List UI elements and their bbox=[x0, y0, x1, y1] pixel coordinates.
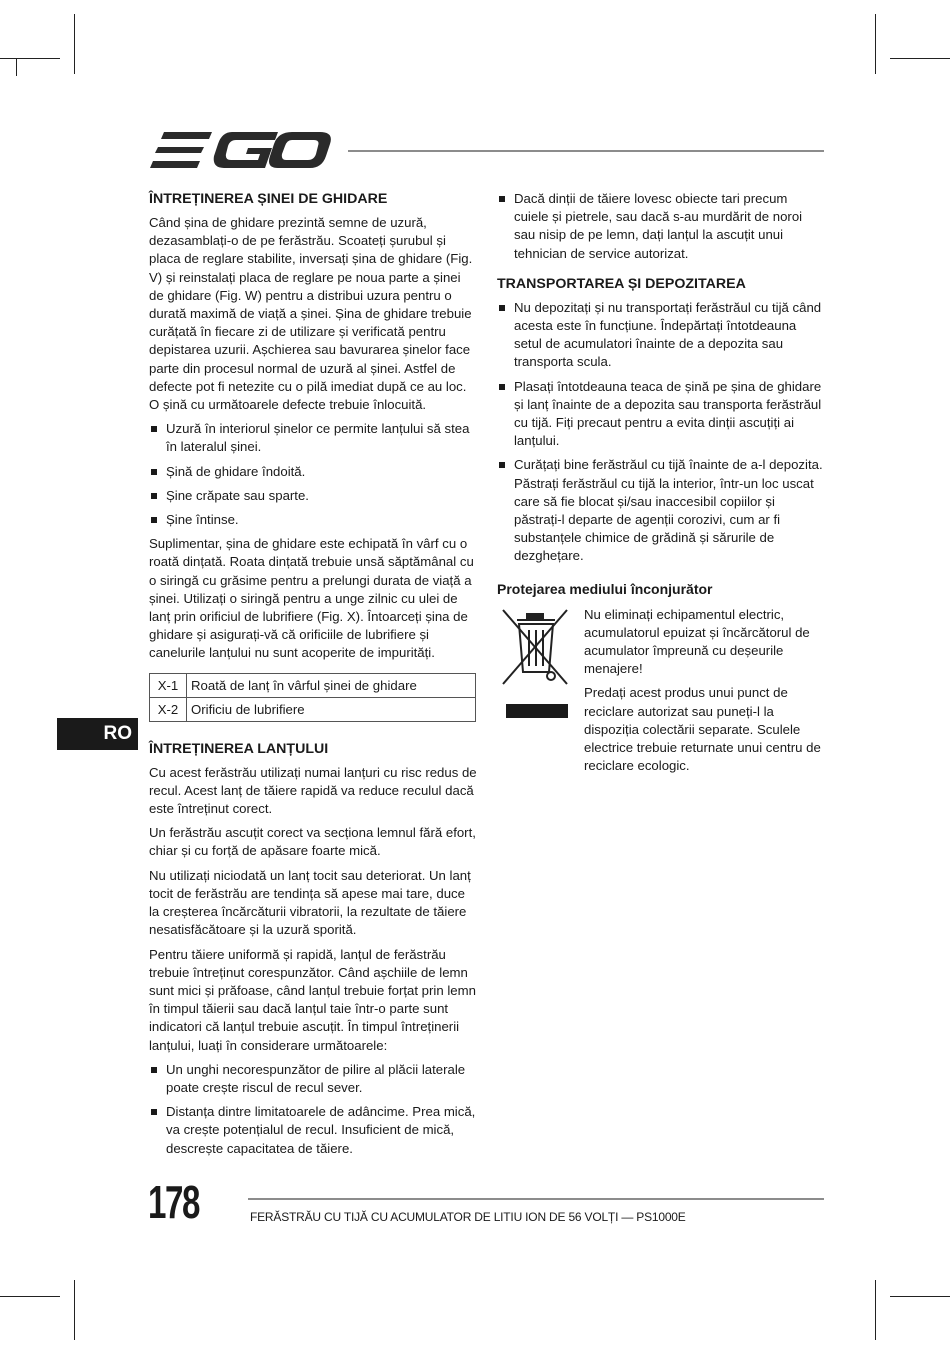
bullet-icon bbox=[151, 517, 157, 523]
list-item: Un unghi necorespunzător de pilire al plăcii laterale poate crește riscul de recul sever. bbox=[149, 1061, 477, 1097]
bullet-list bbox=[497, 190, 823, 263]
bullet-icon bbox=[499, 462, 505, 468]
bullet-list bbox=[149, 1061, 477, 1158]
list-item: Șină de ghidare îndoită. bbox=[149, 463, 477, 481]
crop-mark bbox=[74, 14, 75, 74]
crop-mark bbox=[890, 58, 950, 59]
page-number: 178 bbox=[148, 1176, 199, 1228]
left-column bbox=[149, 190, 477, 1164]
legend-label: Roată de lanț în vârful șinei de ghidare bbox=[187, 673, 476, 697]
bullet-list bbox=[497, 299, 823, 566]
paragraph: Nu utilizați niciodată un lanț tocit sau deteriorat. Un lanț tocit de ferăstrău are tendința să apese mai tare, duce la creșterea încărcăturii vibratorii, la rezultate de tăiere nesatisfăcătoare și la uzură sporită. bbox=[149, 867, 471, 938]
language-tab: RO bbox=[57, 718, 138, 750]
bullet-icon bbox=[499, 384, 505, 390]
legend-label: Orificiu de lubrifiere bbox=[187, 697, 476, 721]
section-title-chain: ÎNTREȚINEREA LANȚULUI bbox=[149, 740, 329, 757]
crop-mark bbox=[0, 1296, 60, 1297]
section-title-transport: TRANSPORTAREA ȘI DEPOZITAREA bbox=[497, 275, 746, 292]
header-rule bbox=[348, 150, 824, 152]
legend-code: X-1 bbox=[150, 673, 187, 697]
paragraph: Suplimentar, șina de ghidare este echipată în vârf cu o roată dințată. Roata dințată trebuie unsă săptămânal cu o siringă cu grăsime pentru a prelungi durata de viață a șinei. Utilizați o siringă pentru a unge zilnic cu ulei de lanț prin orificiul de lubrifiere (Fig. X). Întoarceți șina de ghidare și asigurați-vă că orificiile de lubrifiere și canelurile lanțului nu sunt acoperite de impurități. bbox=[149, 536, 474, 661]
crop-mark bbox=[74, 1280, 75, 1340]
list-item: Șine crăpate sau sparte. bbox=[149, 487, 477, 505]
bullet-icon bbox=[499, 305, 505, 311]
bullet-icon bbox=[151, 1109, 157, 1115]
crop-mark bbox=[875, 14, 876, 74]
section-title-environment: Protejarea mediului înconjurător bbox=[497, 580, 713, 597]
bullet-icon bbox=[151, 1067, 157, 1073]
list-item: Curățați bine ferăstrăul cu tijă înainte de a-l depozita. Păstrați ferăstrăul cu tijă la interior, într-un loc uscat care să fie blocat și/sau inaccesibil copiilor și păstrați-l departe de agenții corozivi, cum ar fi substanțele chimice de grădină și sărurile de dezghețare. bbox=[497, 456, 823, 565]
list-item: Uzură în interiorul șinelor ce permite lanțului să stea în lateralul șinei. bbox=[149, 420, 477, 456]
right-column bbox=[497, 190, 823, 816]
paragraph: Când șina de ghidare prezintă semne de uzură, dezasamblați-o de pe ferăstrău. Scoateți șurubul și placa de reglare stabilite, inversați șina de ghidare (Fig. V) și reinstalați placa de reglare pe noua parte a șinei de ghidare (Fig. W) pentru a distribui uzura pentru o durată maximă de viață a șinei. Șina de ghidare trebuie curățată în fiecare zi de utilizare și verificată pentru depistarea uzurii. Așchierea sau bavurarea șinelor face parte din procesul normal de uzură al șinei. Astfel de defecte pot fi netezite cu o pilă imediat după ce au loc. O șină cu următoarele defecte trebuie înlocuită. bbox=[149, 215, 473, 413]
list-item: Șine întinse. bbox=[149, 511, 477, 529]
paragraph: Predați acest produs unui punct de reciclare autorizat sau puneți-l la dispoziția colectării separate. Sculele electrice trebuie returnate unui centru de reciclare ecologic. bbox=[584, 685, 821, 774]
crop-mark bbox=[0, 58, 60, 59]
ego-logo bbox=[150, 128, 332, 172]
paragraph: Nu eliminați echipamentul electric, acumulatorul epuizat și încărcătorul de acumulator împreună cu deșeurile menajere! bbox=[584, 606, 810, 677]
footer-rule bbox=[248, 1198, 824, 1200]
bullet-list bbox=[149, 420, 477, 529]
figure-legend-table bbox=[149, 673, 476, 722]
environment-text bbox=[584, 606, 824, 782]
list-item: Nu depozitați și nu transportați ferăstrăul cu tijă când acesta este în funcțiune. Îndepărtați întotdeauna setul de acumulatori înainte de a depozita sau transporta scula. bbox=[497, 299, 823, 372]
list-item: Dacă dinții de tăiere lovesc obiecte tari precum cuiele și pietrele, sau dacă s-au murdărit de noroi sau nisip de pe lemn, dați lanțul la ascuțit unui tehnician de service autorizat. bbox=[497, 190, 823, 263]
section-title-guide-bar: ÎNTREȚINEREA ȘINEI DE GHIDARE bbox=[149, 191, 388, 207]
legend-code: X-2 bbox=[150, 697, 187, 721]
environment-block bbox=[497, 606, 823, 816]
list-item: Plasați întotdeauna teaca de șină pe șina de ghidare și lanț înainte de a depozita sau transporta ferăstrăul cu tijă. Fiți precaut pentru a evita dinții ascuțiți ai lanțului. bbox=[497, 378, 823, 451]
crop-mark bbox=[16, 58, 17, 76]
bullet-icon bbox=[151, 493, 157, 499]
paragraph: Un ferăstrău ascuțit corect va secționa lemnul fără efort, chiar și cu forță de apăsare foarte mică. bbox=[149, 825, 476, 859]
crossed-out-wheelie-bin-icon bbox=[499, 606, 571, 688]
crop-mark bbox=[890, 1296, 950, 1297]
bullet-icon bbox=[499, 196, 505, 202]
crop-mark bbox=[875, 1280, 876, 1340]
table-row bbox=[150, 697, 476, 721]
bullet-icon bbox=[151, 469, 157, 475]
paragraph: Pentru tăiere uniformă și rapidă, lanțul de ferăstrău trebuie întreținut corespunzător. Când așchiile de lemn sunt mici și prăfoase, când lanțul trebuie forțat prin lemn în timpul tăierii sau dacă lanțul taie într-o parte sunt indicatori că lanțul trebuie ascuțit. În timpul întreținerii lanțului, luați în considerare următoarele: bbox=[149, 946, 476, 1053]
table-row bbox=[150, 673, 476, 697]
footer-title: FERĂSTRĂU CU TIJĂ CU ACUMULATOR DE LITIU ION DE 56 VOLȚI — PS1000E bbox=[250, 1210, 686, 1224]
separate-collection-bar bbox=[506, 704, 568, 718]
bullet-icon bbox=[151, 426, 157, 432]
paragraph: Cu acest ferăstrău utilizați numai lanțuri cu risc redus de recul. Acest lanț de tăiere rapidă va reduce reculul dacă este întreținut corect. bbox=[149, 764, 477, 817]
list-item: Distanța dintre limitatoarele de adâncime. Prea mică, va crește potențialul de recul. Insuficient de mică, descrește capacitatea de tăiere. bbox=[149, 1103, 477, 1158]
